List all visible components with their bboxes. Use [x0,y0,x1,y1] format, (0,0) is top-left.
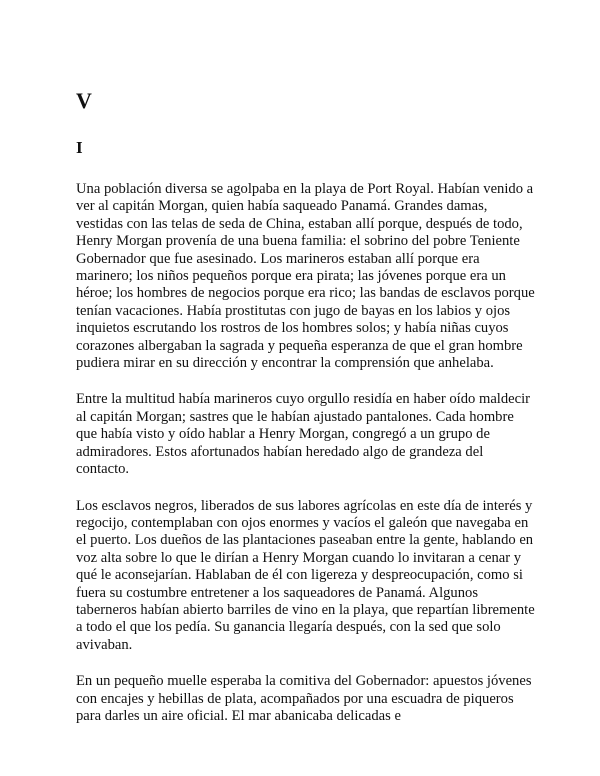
paragraph: En un pequeño muelle esperaba la comitiva del Gobernador: apuestos jóvenes con encajes y hebillas de plata, acompañados por una escuadra de piqueros para darles un aire oficial. El mar abanicaba delicadas e [76,673,532,724]
paragraph: Los esclavos negros, liberados de sus labores agrícolas en este día de interés y regocijo, contemplaban con ojos enormes y vacíos el galeón que navegaba en el puerto. Los dueños de las plantaciones paseaban entre la gente, hablando en voz alta sobre lo que le dirían a Henry Morgan cuando lo invitaran a cenar y qué le aconsejarían. Hablaban de él con ligereza y despreocupación, como si fuera su costumbre entretener a los saqueadores de Panamá. Algunos taberneros habían abierto barriles de vino en la playa, que repartían libremente a todo el que los pedía. Su ganancia llegaría después, con la sed que solo avivaban. [76,497,535,653]
body-text [76,181,536,725]
document-page [76,86,536,744]
paragraph: Una población diversa se agolpaba en la playa de Port Royal. Habían venido a ver al capitán Morgan, quien había saqueado Panamá. Grandes damas, vestidas con las telas de seda de China, estaban allí porque, después de todo, Henry Morgan provenía de una buena familia: el sobrino del pobre Teniente Gobernador que fue asesinado. Los marineros estaban allí porque era marinero; los niños pequeños porque era pirata; las jóvenes porque era un héroe; los hombres de negocios porque era rico; las bandas de esclavos porque tenían vacaciones. Había prostitutas con jugo de bayas en los labios y ojos inquietos escrutando los rostros de los hombres solos; y había niñas cuyos corazones albergaban la sagrada y pequeña esperanza de que el gran hombre pudiera mirar en su dirección y encontrar la comprensión que anhelaba. [76,181,535,372]
part-title: V [76,88,92,113]
paragraph: Entre la multitud había marineros cuyo orgullo residía en haber oído maldecir al capitán Morgan; sastres que le habían ajustado pantalones. Cada hombre que había visto y oído hablar a Henry Morgan, congregó a un grupo de admiradores. Estos afortunados habían heredado algo de grandeza del contacto. [76,391,531,478]
chapter-title: I [76,138,83,157]
